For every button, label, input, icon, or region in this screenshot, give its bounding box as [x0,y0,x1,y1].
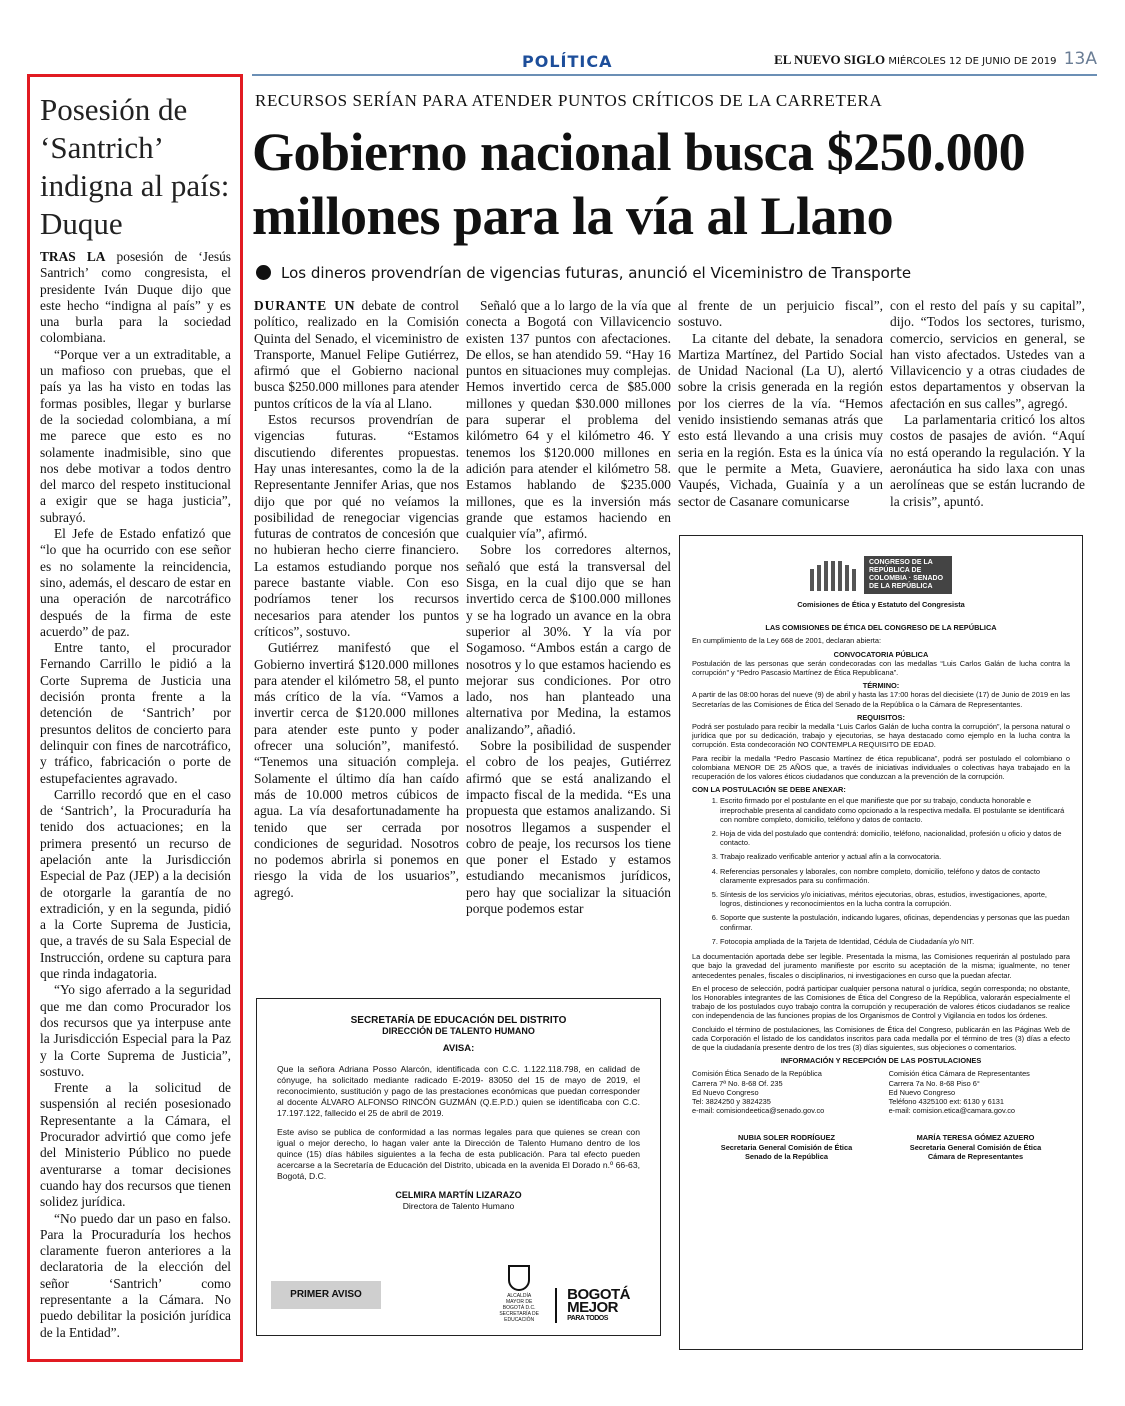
sidebar-paragraph: posesión de ‘Jesús Santrich’ como congresista, el presidente Iván Duque dijo que este hecho “indigna al país” y es una burla para la sociedad colombiana. [40,249,232,346]
sidebar-body [40,249,231,1341]
senado-contact: Comisión Ética Senado de la República Carrera 7ª No. 8-68 Of. 235 Ed Nuevo Congreso Tel: 3824250 y 3824235 e-mail: comisiondeetica@senado.gov.co [692,1069,825,1116]
list-item: 5. Síntesis de los servicios y/o iniciativas, méritos ejecutorias, obras, estudios, investigaciones, aporte, logros, distinciones y reconocimientos en la lucha contra la corrupción. [720,890,1070,908]
article-column-1 [254,298,459,901]
article-lead: DURANTE UN [254,298,356,313]
capitol-icon [810,559,856,591]
seal-caption: ALCALDÍA MAYOR DE BOGOTÁ D.C. SECRETARÍA DE EDUCACIÓN [499,1293,539,1323]
article-column-2 [466,298,671,917]
termino-text: A partir de las 08:00 horas del nueve (9) de abril y hasta las 17:00 horas del diecisiete (17) de Junio de 2019 en las Secretarías de las Comisiones de Ética del Senado de la República o la Cámara de Representantes. [692,690,1070,709]
notice-signature [277,1190,640,1212]
documentation-text: La documentación aportada debe ser legible. Presentada la misma, las Comisiones requerirán al postulado para que bajo la gravedad del juramento manifieste por escrito su aceptación de la misma; igualmente, no tener antecedentes penales, fiscales o disciplinarios, ni investigaciones en curso que la puedan afectar. [692,952,1070,980]
selection-text: En el proceso de selección, podrá participar cualquier persona natural o jurídica, según corresponda; no obstante, los Honorables integrantes de las Comisiones de Ética del Congreso de la República, valorarán especialmente el trabajo de los postulados cuyo trabajo contra la corrupción y recuperación de valores éticos ciudadanos se realice con independencia de las funciones propias de los Organismos de Control y Vigilancia en todos los órdenes. [692,983,1070,1021]
education-notice-ad [256,998,661,1336]
article-subhead [256,264,1106,282]
primer-aviso-badge: PRIMER AVISO [271,1281,381,1309]
article-column-4 [890,298,1085,510]
notice-paragraph: Este aviso se publica de conformidad a las normas legales para que quienes se crean con igual o mejor derecho, lo hagan valer ante la Dirección de Talento Humano dentro de los quince (15) días hábiles siguientes a la fecha de esta publicación. Para tal efecto pueden acercarse a la Secretaría de Educación del Distrito, ubicada en la avenida El Dorado n.º 66-63, Bogotá, D.C. [277,1127,640,1181]
termino-heading: TÉRMINO: [862,681,900,691]
camara-contact: Comisión ética Cámara de Representantes Carrera 7a No. 8-68 Piso 6° Ed Nuevo Congreso Teléfono 4325100 ext: 6130 y 6131 e-mail: comision.etica@camara.gov.co [888,1069,1030,1116]
article-paragraph: La parlamentaria criticó los altos costos de pasajes de avión. “Aquí no está operando la regulación. Y la aeronáutica ha sido laxa con unas aerolíneas que se están lucrando de la crisis”, apuntó. [890,412,1085,509]
requisito-text: Podrá ser postulado para recibir la medalla “Luis Carlos Galán de lucha contra la corrupción”, la persona natural o jurídica que por su dedicación, trabajo y ejecutorias, se haya destacado como ejemplo en la lucha contra la corrupción. Esta condecoración NO CONTEMPLA REQUISITO DE EDAD. [692,722,1070,750]
article-headline: Gobierno nacional busca $250.000 millones para la vía al Llano [252,122,1026,246]
article-paragraph: Sobre la posibilidad de suspender el cobro de los peajes, Gutiérrez afirmó que se está analizando el impacto fiscal de la medida. “Es una propuesta que estamos analizando. Si nosotros llegamos a suspender el cobro de peaje, los recursos los tiene que poner el Estado y estamos estudiando mecanismos jurídicos, pero hay que socializar la situación porque podemos estar [466,738,671,916]
sidebar-lead: TRAS LA [40,249,106,264]
signature-senado: NUBIA SOLER RODRÍGUEZ Secretaria General Comisión de Ética Senado de la República [720,1133,853,1161]
anexar-heading: CON LA POSTULACIÓN SE DEBE ANEXAR: [692,785,846,795]
signer-name: CELMIRA MARTÍN LIZARAZO [395,1190,522,1200]
article-paragraph: al frente de un perjuicio fiscal”, sostuvo. [678,298,883,330]
congress-logo-text: CONGRESO DE LA REPÚBLICA DE COLOMBIA · SENADO DE LA REPÚBLICA [864,556,952,594]
signer-role: Directora de Talento Humano [402,1201,515,1211]
article-paragraph: con el resto del país y su capital”, dijo. “Todos los sectores, turismo, comercio, servicios en general, se han visto afectados. Ustedes van a Villavicencio y a otras ciudades de estos departamentos y observan la afectación en sus calles”, agregó. [890,298,1085,411]
article-column-3 [678,298,883,510]
list-item: 4. Referencias personales y laborales, con nombre completo, domicilio, teléfono y datos de contacto claramente expresados para su confirmación. [720,867,1070,885]
requisitos-heading: REQUISITOS: [857,712,905,722]
congress-header: LAS COMISIONES DE ÉTICA DEL CONGRESO DE LA REPÚBLICA [765,623,997,633]
article-paragraph: Sobre los corredores alternos, señaló que está la transversal del Sisga, en la cual dijo que se han invertido cerca de $100.000 millones y se ha logrado un avance en la obra superior al 30%. Y la vía por Sogamoso. “Ambos están a cargo de nosotros y lo que estamos haciendo es mejorar sus condiciones. Por otro lado, nos han planteado una alternativa por Medina, la estamos analizando”, añadió. [466,542,671,737]
bogota-mejor-logo: BOGOTÁ MEJOR PARA TODOS [555,1288,630,1323]
list-item: 6. Soporte que sustente la postulación, indicando lugares, oficinas, dependencias y personas que las puedan confirmar. [720,913,1070,931]
contacts [692,1069,1070,1115]
sidebar-title: Posesión de ‘Santrich’ indigna al país: Duque [40,92,230,241]
commission-name: Comisiones de Ética y Estatuto del Congresista [797,600,965,609]
article-paragraph: Señaló que a lo largo de la vía que conecta a Bogotá con Villavicencio existen 137 puntos con afectaciones. De ellos, se han atendido 59. “Hay 16 puntos en situaciones muy complejas. Hemos invertido cerca de $85.000 millones y quedan $30.000 millones para superar el problema del kilómetro 64 y el kilómetro 46. Y tenemos los $120.000 millones en adición para atender el kilómetro 58. Estamos hablando de $235.000 millones, que es la inversión más grande que estamos haciendo en cualquier vía”, afirmó. [466,298,671,542]
notice-title: SECRETARÍA DE EDUCACIÓN DEL DISTRITO [350,1015,567,1026]
sidebar-paragraph: “Yo sigo aferrado a la seguridad que me dan como Procurador los dos recursos que ya interpuse ante la Jurisdicción Especial para la Paz y la Corte Suprema de Justicia”, sostuvo. [40,982,231,1079]
sidebar-paragraph: “Porque ver a un extraditable, a un mafioso con pruebas, que el país ya las ha visto en todas las formas posibles, llegar y burlarse de la sociedad colombiana, a mí me parece que esto es no solamente inadmisible, sino que nos debe motivar a todos dentro del marco del respeto institucional a exigir que se haga justicia”, subrayó. [40,346,231,525]
bogota-seal-icon [499,1265,539,1323]
sidebar-story [27,74,243,1362]
masthead [252,46,1097,76]
newspaper-name: EL NUEVO SIGLO [774,52,886,67]
sidebar-paragraph: Carrillo recordó que en el caso de ‘Santrich’, la Procuraduría ha tenido dos actuaciones; en la primera presentó un recurso de apelación ante la Jurisdicción Especial de Paz (JEP) a la decisión de otorgarle la garantía de no extradición, y en la segunda, pidió a la Corte Suprema de Justicia, que, a través de su Sala Especial de Instrucción, ordene su captura para que rinda indagatoria. [40,786,231,982]
sidebar-paragraph: El Jefe de Estado enfatizó que “lo que ha ocurrido con ese señor es no solamente la reincidencia, sino, además, el descaro de estar en una operación de narcotráfico después de la firma de este acuerdo” de paz. [40,526,231,639]
anexar-list [720,796,1070,946]
signature-camara: MARÍA TERESA GÓMEZ AZUERO Secretaria General Comisión de Ética Cámara de Representantes [909,1133,1042,1161]
convocatoria-text: Postulación de las personas que serán condecoradas con las medallas “Luis Carlos Galán de lucha contra la corrupción” y “Pedro Pascasio Martínez de Ética Republicana”. [692,658,1070,678]
requisito-text: Para recibir la medalla “Pedro Pascasio Martínez de ética republicana”, podrá ser postulado el colombiano o colombiana MENOR DE 25 AÑOS que, a través de iniciativas individuales o colectivas haya trabajado en la recuperación de los valores éticos ciudadanos que conduzcan a la prevención de la corrupción. [692,753,1070,782]
sidebar-paragraph: Frente a la solicitud de suspensión al recién posesionado Representante a la Cámara, el Procurador advirtió que como jefe del Ministerio Público no puede aventurarse a tomar decisiones cuando hay dos recursos que tienen solidez jurídica. [40,1080,231,1210]
congress-signatures [692,1133,1070,1161]
list-item: 2. Hoja de vida del postulado que contendrá: domicilio, teléfono, nacionalidad, profesión u oficio y datos de contacto. [720,829,1070,847]
list-item: 1. Escrito firmado por el postulante en el que manifieste que por su trabajo, conducta honorable e irreprochable presenta al candidato como opcionado a la respectiva medalla. El postulante se identificará con nombre completo, domicilio, teléfono y datos de contacto. [720,796,1070,824]
section-label: POLÍTICA [522,52,613,71]
conclusion-text: Concluido el término de postulaciones, las Comisiones de Ética del Congreso, publicarán en las Páginas Web de cada Corporación el listado de los candidatos inscritos para cada medalla por el término de tres (3) días a efecto de que la ciudadanía presente dentro de los tres (3) días siguientes, sus objeciones o comentarios. [692,1024,1070,1052]
list-item: 3. Trabajo realizado verificable anterior y actual afín a la convocatoria. [720,852,1070,861]
notice-logos [499,1265,630,1323]
subhead-text: Los dineros provendrían de vigencias futuras, anunció el Viceministro de Transporte [281,264,912,282]
notice-avisa: AVISA: [442,1043,475,1054]
page-number: 13A [1063,49,1097,69]
notice-paragraph: Que la señora Adriana Posso Alarcón, identificada con C.C. 1.122.118.798, en calidad de cónyuge, ha solicitado mediante radicado E-2019- 83050 del 15 de mayo de 2019, el reconocimiento, sustitución y pago de las prestaciones económicas que puedan corresponder al docente ÁLVARO ALFONSO RINCÓN GUZMÁN (Q.E.P.D.) quien se identificaba con C.C. 17.197.122, fallecido el 25 de abril de 2019. [277,1064,640,1118]
convocatoria-heading: CONVOCATORIA PÚBLICA [833,649,929,659]
notice-subtitle: DIRECCIÓN DE TALENTO HUMANO [382,1026,535,1036]
congress-notice-ad [679,535,1083,1350]
congress-logo [692,556,1070,594]
article-kicker: RECURSOS SERÍAN PARA ATENDER PUNTOS CRÍTICOS DE LA CARRETERA [255,91,883,110]
issue-date: MIÉRCOLES 12 DE JUNIO DE 2019 [888,56,1057,67]
article-paragraph: La citante del debate, la senadora Martiza Martínez, del Partido Social de Unidad Nacional (La U), alertó sobre la crisis generada en la región por los cierres de la vía. “Hemos venido insistiendo semanas atrás que esto está llevando a una crisis muy seria en la región. Esta es la única vía que le permite a Meta, Guaviere, Vaupés, Vichada, Guainía y a un sector de Casanare comunicarse [678,330,883,509]
bullet-icon [256,265,271,280]
congress-intro: En cumplimiento de la Ley 668 de 2001, declaran abierta: [692,636,881,646]
sidebar-paragraph: Entre tanto, el procurador Fernando Carrillo le pidió a la Corte Suprema de Justicia una decisión pronta frente a la detención de ‘Santrich’ por presuntos delitos de concierto para delinquir con fines de narcotráfico, y tráfico, fabricación o porte de estupefacientes agravado. [40,640,231,786]
list-item: 7. Fotocopia ampliada de la Tarjeta de Identidad, Cédula de Ciudadanía y/o NIT. [720,937,1070,946]
article-paragraph: Estos recursos provendrían de vigencias futuras. “Estamos discutiendo diferentes propuestas. Hay unas interesantes, como la de la Representante Jennifer Arias, que nos dijo que por qué no veíamos la posibilidad de renegociar vigencias futuras de contratos de concesión que no hubieran hecho cierre financiero. La estamos estudiando porque nos parece bastante viable. Con eso podríamos tener los recursos necesarios para atender los puntos críticos”, sostuvo. [254,412,459,639]
article-paragraph: debate de control político, realizado en la Comisión Quinta del Senado, el viceministro de Transporte, Manuel Felipe Gutiérrez, afirmó que el Gobierno nacional busca $250.000 millones para atender puntos críticos de la vía al Llano. [254,298,459,411]
sidebar-paragraph: “No puedo dar un paso en falso. Para la Procuraduría los hechos claramente fueron anteriores a la declaratoria de la elección del señor ‘Santrich’ como representante a la Cámara. No puedo debilitar la posición jurídica de la Entidad”. [40,1210,231,1340]
masthead-info [774,49,1097,69]
article-paragraph: Gutiérrez manifestó que el Gobierno invertirá $120.000 millones para atender el kilómetro 58, el punto más crítico de la vía. “Vamos a invertir cerca de $120.000 millones para atender este punto y poder ofrecer una solución”, manifestó. “Tenemos una situación compleja. Solamente el último día han caído más de 10.000 metros cúbicos de agua. La vía desafortunadamente ha tenido que ser cerrada por condiciones de seguridad. Nosotros no podemos abrirla si ponemos en riesgo la vida de los usuarios”, agregó. [254,640,459,900]
info-heading: INFORMACIÓN Y RECEPCIÓN DE LAS POSTULACIONES [780,1056,982,1066]
